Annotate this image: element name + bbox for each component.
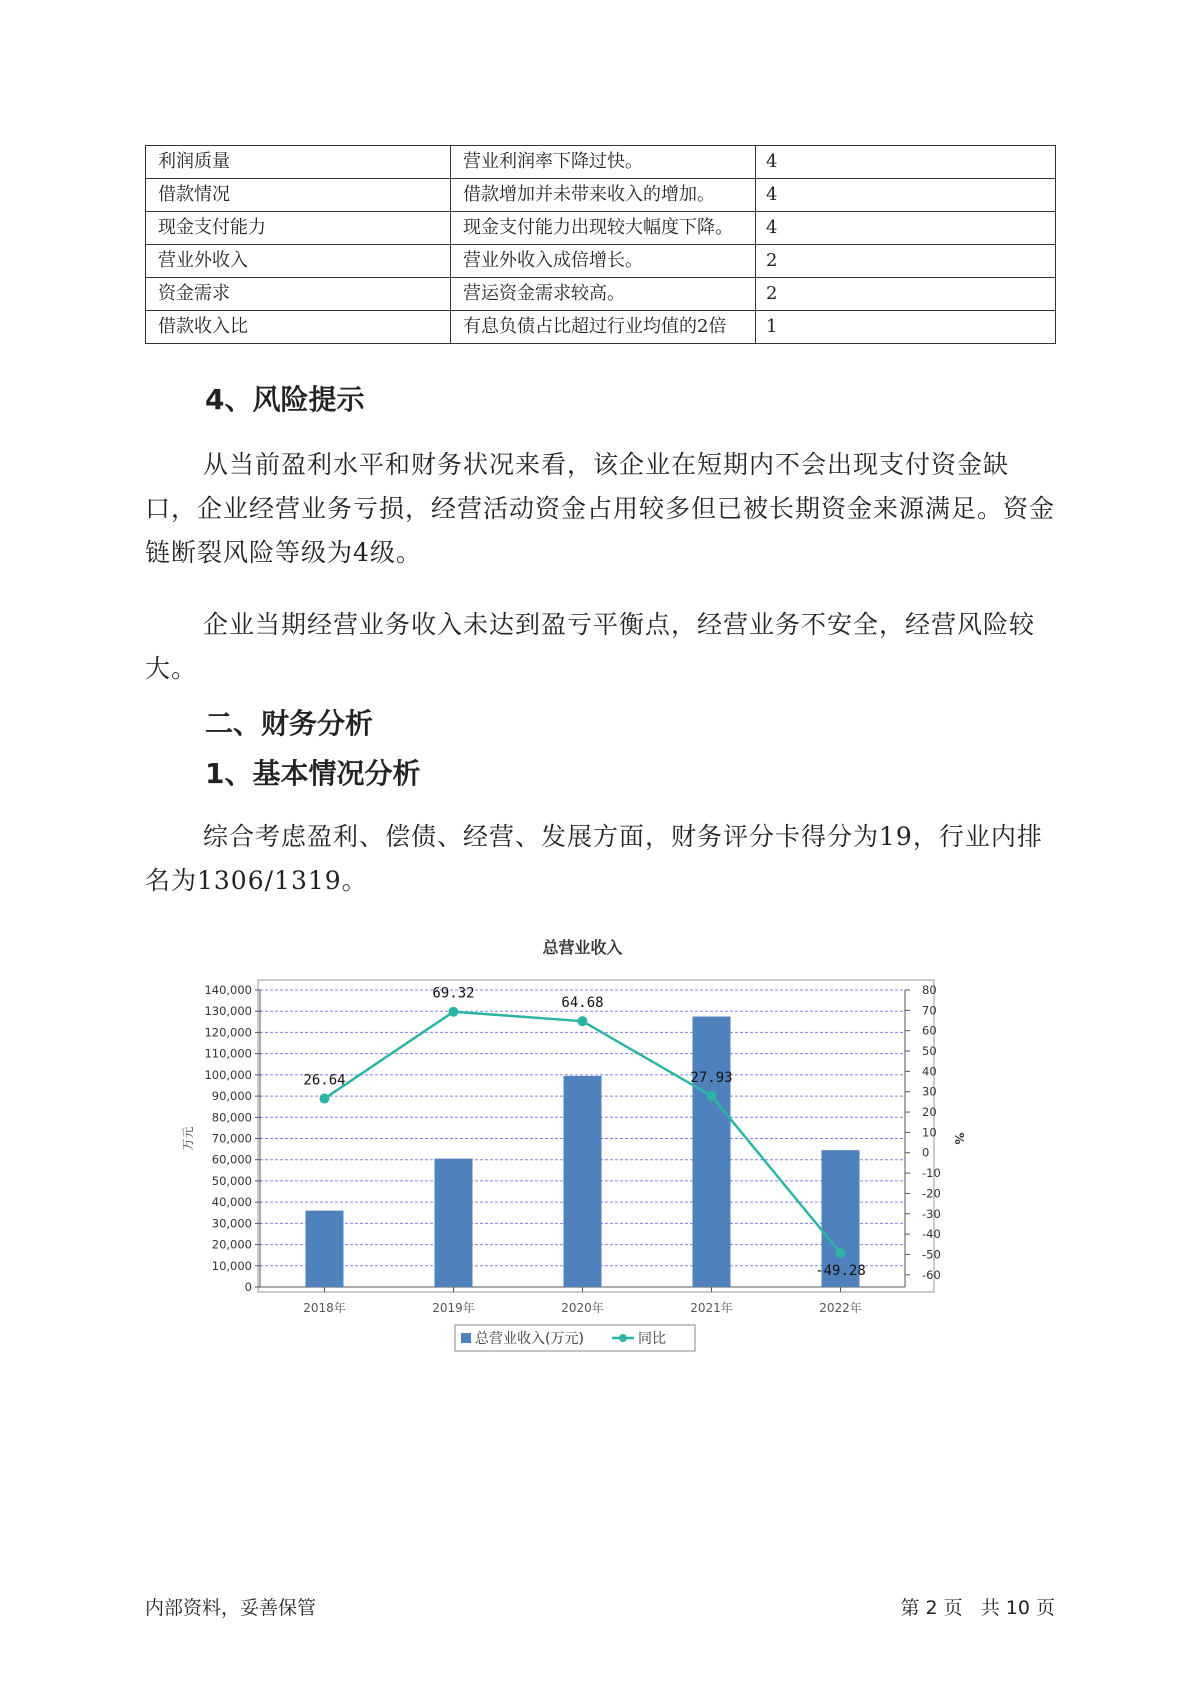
data-label: 64.68	[561, 995, 604, 1012]
y2-tick-label: 70	[922, 1003, 937, 1018]
legend-bar-label: 总营业收入(万元)	[475, 1331, 584, 1347]
bar-4	[693, 1017, 731, 1287]
yoy-point-3	[578, 1016, 588, 1026]
risk-table-cell-desc: 有息负债占比超过行业均值的2倍	[451, 311, 756, 344]
risk-table-cell-item: 营业外收入	[146, 245, 451, 278]
y2-tick-label: 20	[922, 1105, 937, 1120]
bar-1	[306, 1211, 344, 1287]
x-tick-label: 2022年	[819, 1301, 862, 1315]
y-axis-label: 万元	[181, 1126, 195, 1151]
risk-table-cell-desc: 现金支付能力出现较大幅度下降。	[451, 212, 756, 245]
y-tick-label: 100,000	[204, 1067, 252, 1082]
y2-tick-label: 10	[922, 1125, 937, 1140]
risk-table-cell-level: 2	[756, 245, 1056, 278]
yoy-point-5	[836, 1248, 846, 1258]
legend-bar-swatch	[461, 1333, 471, 1343]
y-tick-label: 40,000	[211, 1195, 252, 1210]
chart-title: 总营业收入	[542, 938, 623, 957]
risk-table-cell-item: 借款收入比	[146, 311, 451, 344]
yoy-point-4	[707, 1091, 717, 1101]
y2-axis-label: %	[952, 1132, 966, 1145]
y-tick-label: 60,000	[211, 1152, 252, 1167]
risk-paragraph-2: 企业当期经营业务收入未达到盈亏平衡点，经营业务不安全，经营风险较大。	[145, 610, 1036, 683]
risk-table-cell-level: 4	[756, 212, 1056, 245]
y2-tick-label: -20	[922, 1186, 941, 1201]
risk-table-cell-desc: 营业利润率下降过快。	[451, 146, 756, 179]
x-tick-label: 2020年	[561, 1301, 604, 1315]
data-label: 26.64	[303, 1072, 346, 1089]
footer-confidential: 内部资料，妥善保管	[145, 1597, 317, 1619]
y2-tick-label: -10	[922, 1166, 941, 1181]
risk-table-cell-desc: 营运资金需求较高。	[451, 278, 756, 311]
risk-heading: 4、风险提示	[205, 383, 365, 416]
y2-tick-label: 60	[922, 1023, 937, 1038]
y2-tick-label: 80	[922, 983, 937, 997]
risk-table-cell-level: 4	[756, 179, 1056, 212]
risk-table-row	[146, 245, 1056, 278]
x-tick-label: 2018年	[303, 1301, 346, 1315]
yoy-point-1	[320, 1094, 330, 1104]
y-tick-label: 30,000	[211, 1216, 252, 1231]
risk-table-cell-level: 2	[756, 278, 1056, 311]
risk-table-cell-item: 借款情况	[146, 179, 451, 212]
risk-table-cell-item: 资金需求	[146, 278, 451, 311]
y-tick-label: 70,000	[211, 1131, 252, 1146]
data-label: -49.28	[815, 1262, 866, 1279]
risk-paragraph-1: 从当前盈利水平和财务状况来看，该企业在短期内不会出现支付资金缺口，企业经营业务亏损，经营活动资金占用较多但已被长期资金来源满足。资金链断裂风险等级为4级。	[145, 450, 1056, 567]
risk-table-cell-item: 利润质量	[146, 146, 451, 179]
bar-3	[564, 1076, 602, 1287]
risk-table-cell-item: 现金支付能力	[146, 212, 451, 245]
basic-analysis-heading: 1、基本情况分析	[205, 757, 421, 790]
bar-2	[435, 1159, 473, 1287]
y2-tick-label: -50	[922, 1247, 941, 1262]
y2-tick-label: 40	[922, 1064, 937, 1079]
y-tick-label: 80,000	[211, 1110, 252, 1125]
y-tick-label: 130,000	[204, 1004, 252, 1019]
legend-line-label: 同比	[638, 1331, 666, 1347]
y2-tick-label: -60	[922, 1267, 941, 1282]
y-tick-label: 90,000	[211, 1089, 252, 1104]
finance-heading: 二、财务分析	[205, 707, 374, 740]
y-tick-label: 20,000	[211, 1237, 252, 1252]
y-tick-label: 140,000	[204, 983, 252, 997]
risk-table-cell-desc: 借款增加并未带来收入的增加。	[451, 179, 756, 212]
legend-line-marker	[619, 1334, 627, 1342]
risk-table-cell-level: 4	[756, 146, 1056, 179]
y2-tick-label: -30	[922, 1206, 941, 1221]
y-tick-label: 110,000	[204, 1046, 252, 1061]
basic-analysis-paragraph: 综合考虑盈利、偿债、经营、发展方面，财务评分卡得分为19，行业内排名为1306/1319。	[145, 822, 1043, 895]
data-label: 27.93	[690, 1069, 733, 1086]
risk-table	[145, 145, 1056, 344]
data-label: 69.32	[432, 985, 475, 1002]
y2-tick-label: 50	[922, 1044, 937, 1059]
yoy-point-2	[449, 1007, 459, 1017]
revenue-chart	[180, 925, 980, 1395]
risk-table-row	[146, 179, 1056, 212]
risk-table-cell-level: 1	[756, 311, 1056, 344]
y2-tick-label: -40	[922, 1227, 941, 1242]
y-tick-label: 0	[244, 1280, 252, 1294]
y-tick-label: 120,000	[204, 1025, 252, 1040]
y-tick-label: 10,000	[211, 1258, 252, 1273]
y-tick-label: 50,000	[211, 1173, 252, 1188]
y2-tick-label: 0	[922, 1145, 930, 1160]
risk-table-row	[146, 311, 1056, 344]
x-tick-label: 2019年	[432, 1301, 475, 1315]
risk-table-row	[146, 278, 1056, 311]
footer-page-number: 第 2 页 共 10 页	[900, 1597, 1055, 1619]
risk-table-row	[146, 146, 1056, 179]
x-tick-label: 2021年	[690, 1301, 733, 1315]
y2-tick-label: 30	[922, 1084, 937, 1099]
risk-table-row	[146, 212, 1056, 245]
risk-table-cell-desc: 营业外收入成倍增长。	[451, 245, 756, 278]
